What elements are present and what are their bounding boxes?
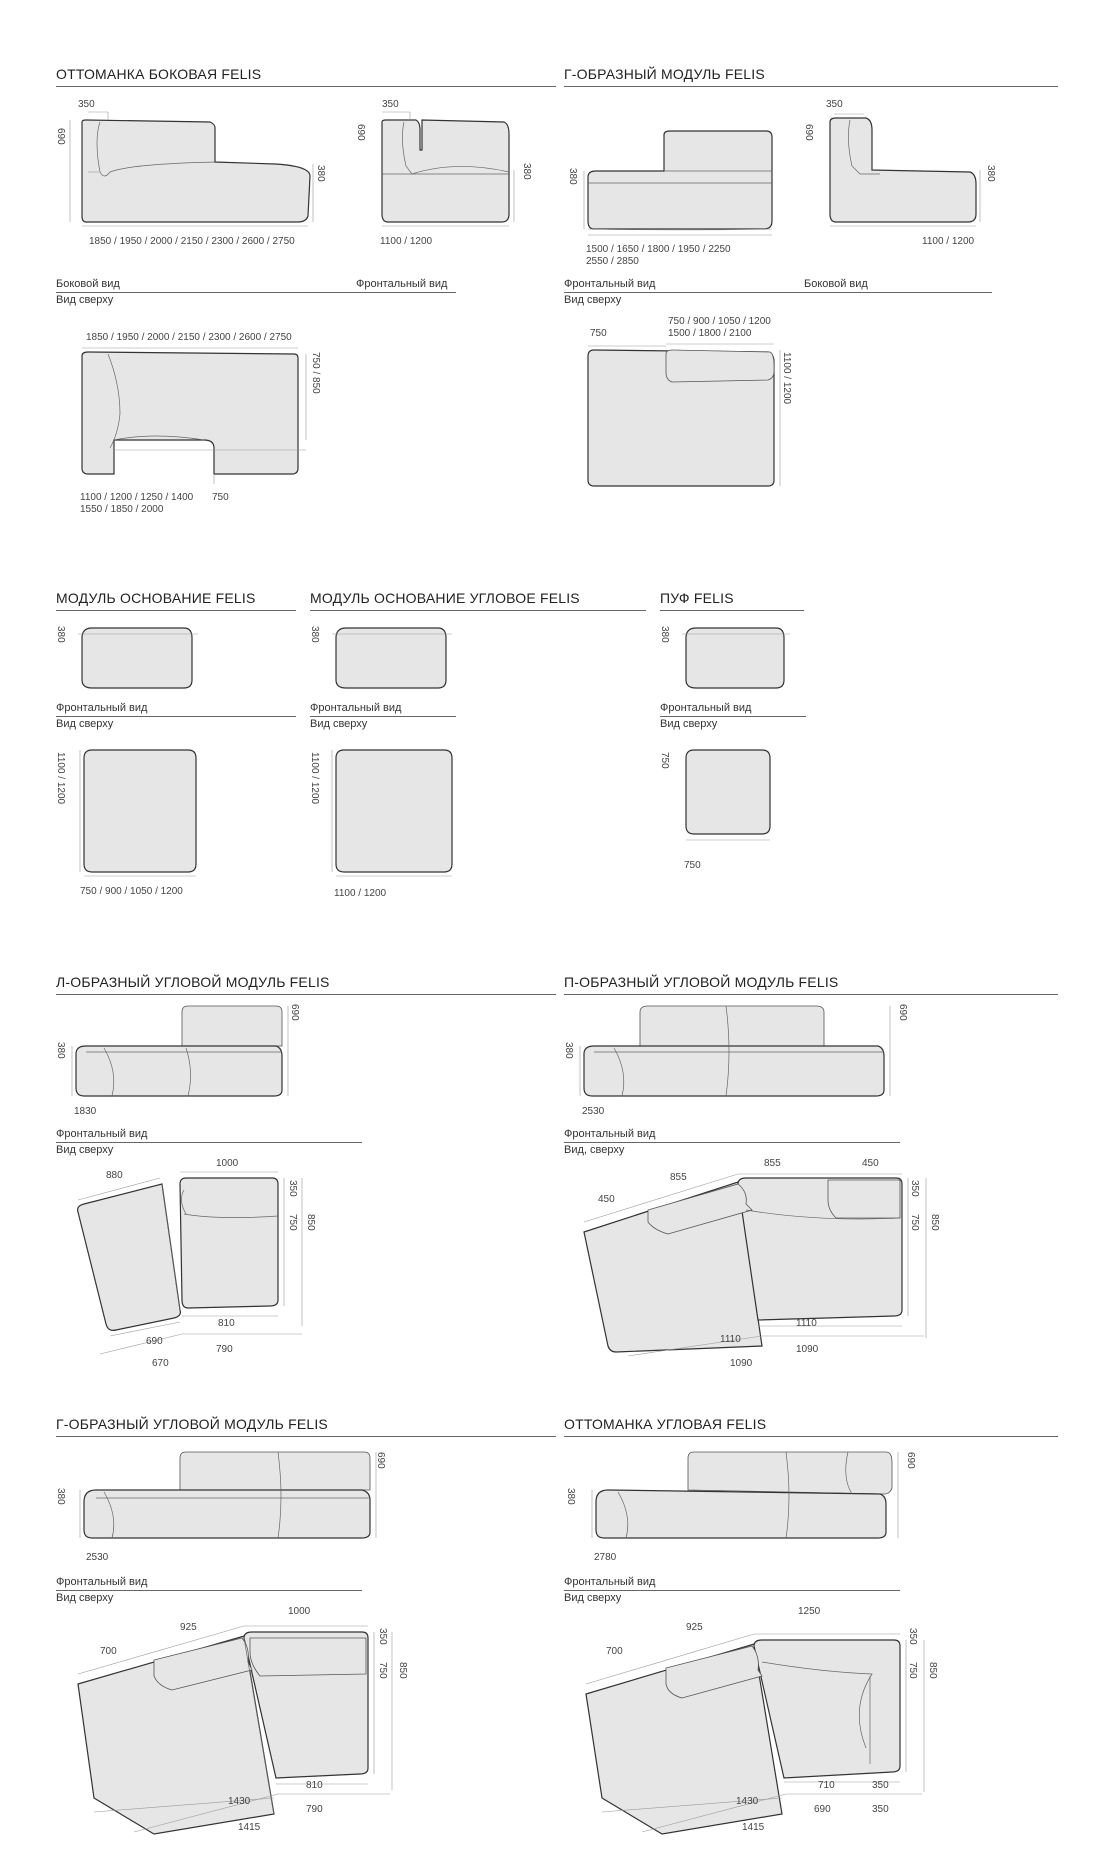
label-p-top-view: Вид, сверху [564, 1144, 625, 1156]
dim-oc-1430: 1430 [736, 1796, 759, 1807]
section-divider [564, 994, 1058, 995]
dim-l-810: 810 [218, 1318, 235, 1329]
dim-p-855b: 855 [764, 1158, 781, 1169]
p-corner-front-view-drawing [578, 1002, 888, 1102]
label-pouf-front-view: Фронтальный вид [660, 702, 752, 714]
dim-oc-690: 690 [814, 1804, 831, 1815]
dim-gc-seat: 380 [55, 1488, 66, 1505]
p-corner-top-view-drawing [578, 1170, 928, 1360]
dim-g-side-width: 350 [826, 99, 843, 110]
view-divider [564, 1142, 900, 1143]
dim-base-height: 380 [55, 626, 66, 643]
view-divider [564, 1590, 900, 1591]
dim-l-690: 690 [146, 1336, 163, 1347]
base-module-front-view-drawing [78, 624, 198, 694]
dim-gc-750: 750 [377, 1662, 388, 1679]
section-title-base-corner: МОДУЛЬ ОСНОВАНИЕ УГЛОВОЕ FELIS [310, 590, 580, 606]
dim-p-750: 750 [909, 1214, 920, 1231]
dim-g-top-left: 750 [590, 328, 607, 339]
base-corner-front-view-drawing [332, 624, 452, 694]
view-divider [310, 716, 456, 717]
dim-p-450b: 450 [862, 1158, 879, 1169]
dim-oc-length: 2780 [594, 1552, 617, 1563]
view-divider [56, 292, 456, 293]
dim-front-width: 350 [382, 99, 399, 110]
section-title-base-module: МОДУЛЬ ОСНОВАНИЕ FELIS [56, 590, 256, 606]
label-side-view: Боковой вид [56, 278, 120, 290]
section-divider [56, 994, 556, 995]
dim-front-depth: 1100 / 1200 [380, 236, 433, 247]
dim-l-1000: 1000 [216, 1158, 239, 1169]
dim-l-750: 750 [287, 1214, 298, 1231]
ottoman-side-side-view-drawing [70, 110, 320, 230]
section-title-pouf: ПУФ FELIS [660, 590, 734, 606]
view-divider [56, 716, 296, 717]
dim-oc-1250: 1250 [798, 1606, 821, 1617]
dim-g-front-seat: 380 [567, 168, 578, 185]
view-divider [56, 1142, 362, 1143]
dim-top-bottom-1: 1100 / 1200 / 1250 / 1400 [80, 492, 194, 503]
dim-l-height: 690 [289, 1004, 300, 1021]
section-divider [310, 610, 646, 611]
section-title-ottoman-corner: ОТТОМАНКА УГЛОВАЯ FELIS [564, 1416, 767, 1432]
dim-l-850: 850 [305, 1214, 316, 1231]
section-divider [660, 610, 804, 611]
dim-side-seat: 380 [315, 165, 326, 182]
dim-base-depth: 1100 / 1200 [55, 752, 66, 805]
dim-p-length: 2530 [582, 1106, 605, 1117]
dim-gc-700: 700 [100, 1646, 117, 1657]
dim-top-bottom-2: 1550 / 1850 / 2000 [80, 504, 164, 515]
dim-p-1110b: 1110 [720, 1334, 741, 1345]
dim-l-880: 880 [106, 1170, 123, 1181]
section-divider [56, 1436, 556, 1437]
dim-gc-925: 925 [180, 1622, 197, 1633]
g-module-side-view-drawing [820, 110, 990, 230]
dim-oc-350c: 350 [872, 1804, 889, 1815]
label-gc-top-view: Вид сверху [56, 1592, 114, 1604]
label-base-corner-front-view: Фронтальный вид [310, 702, 402, 714]
dim-front-seat: 380 [521, 163, 532, 180]
ottoman-side-front-view-drawing [376, 110, 516, 230]
dim-front-height: 690 [355, 124, 366, 141]
dim-g-side-seat: 380 [985, 165, 996, 182]
dim-gc-length: 2530 [86, 1552, 109, 1563]
view-divider [56, 1590, 362, 1591]
label-l-front-view: Фронтальный вид [56, 1128, 148, 1140]
section-divider [56, 610, 296, 611]
dim-oc-850: 850 [927, 1662, 938, 1679]
dim-p-350: 350 [909, 1180, 920, 1197]
dim-oc-seat: 380 [565, 1488, 576, 1505]
dim-g-top-mid-1: 750 / 900 / 1050 / 1200 [668, 316, 771, 327]
pouf-front-view-drawing [682, 624, 792, 694]
dim-base-corner-height: 380 [309, 626, 320, 643]
dim-g-front-lengths-1: 1500 / 1650 / 1800 / 1950 / 2250 [586, 244, 731, 255]
label-g-front-view: Фронтальный вид [564, 278, 656, 290]
base-corner-top-view-drawing [330, 746, 460, 880]
dim-gc-810: 810 [306, 1780, 323, 1791]
dim-p-1090a: 1090 [796, 1344, 819, 1355]
section-divider [564, 1436, 1058, 1437]
l-corner-front-view-drawing [70, 1002, 290, 1102]
dim-p-850: 850 [929, 1214, 940, 1231]
dim-l-length: 1830 [74, 1106, 97, 1117]
g-module-front-view-drawing [580, 125, 780, 235]
section-divider [56, 86, 556, 87]
base-module-top-view-drawing [78, 746, 202, 880]
section-title-p-corner: П-ОБРАЗНЫЙ УГЛОВОЙ МОДУЛЬ FELIS [564, 974, 839, 990]
dim-top-lengths: 1850 / 1950 / 2000 / 2150 / 2300 / 2600 / 2750 [86, 332, 292, 343]
section-title-g-module: Г-ОБРАЗНЫЙ МОДУЛЬ FELIS [564, 66, 765, 82]
dim-oc-1415: 1415 [742, 1822, 765, 1833]
section-divider [564, 86, 1058, 87]
section-title-l-corner: Л-ОБРАЗНЫЙ УГЛОВОЙ МОДУЛЬ FELIS [56, 974, 330, 990]
dim-g-top-depth: 1100 / 1200 [781, 352, 792, 405]
label-p-front-view: Фронтальный вид [564, 1128, 656, 1140]
label-gc-front-view: Фронтальный вид [56, 1576, 148, 1588]
section-title-ottoman-side: ОТТОМАНКА БОКОВАЯ FELIS [56, 66, 262, 82]
label-pouf-top-view: Вид сверху [660, 718, 718, 730]
dim-gc-850: 850 [397, 1662, 408, 1679]
dim-pouf-height: 380 [659, 626, 670, 643]
dim-l-seat: 380 [55, 1042, 66, 1059]
view-divider [564, 292, 992, 293]
dim-l-670: 670 [152, 1358, 169, 1369]
dim-side-lengths: 1850 / 1950 / 2000 / 2150 / 2300 / 2600 / 2750 [89, 236, 295, 247]
dim-p-450a: 450 [598, 1194, 615, 1205]
dim-gc-1000: 1000 [288, 1606, 311, 1617]
section-title-g-corner: Г-ОБРАЗНЫЙ УГЛОВОЙ МОДУЛЬ FELIS [56, 1416, 328, 1432]
dim-pouf-width: 750 [684, 860, 701, 871]
dim-oc-710: 710 [818, 1780, 835, 1791]
g-corner-front-view-drawing [78, 1448, 378, 1548]
label-base-front-view: Фронтальный вид [56, 702, 148, 714]
dim-side-height: 690 [55, 128, 66, 145]
label-oc-front-view: Фронтальный вид [564, 1576, 656, 1588]
label-base-top-view: Вид сверху [56, 718, 114, 730]
dim-base-width: 750 / 900 / 1050 / 1200 [80, 886, 183, 897]
dim-g-side-height: 690 [803, 124, 814, 141]
dim-p-1090b: 1090 [730, 1358, 753, 1369]
label-top-view: Вид сверху [56, 294, 114, 306]
dim-oc-350a: 350 [907, 1628, 918, 1645]
dim-p-height: 690 [897, 1004, 908, 1021]
g-module-top-view-drawing [584, 342, 784, 492]
dim-gc-1415: 1415 [238, 1822, 261, 1833]
dim-p-1110a: 1110 [796, 1318, 817, 1329]
dim-gc-350: 350 [377, 1628, 388, 1645]
dim-oc-700: 700 [606, 1646, 623, 1657]
dim-base-corner-depth: 1100 / 1200 [309, 752, 320, 805]
dim-oc-350b: 350 [872, 1780, 889, 1791]
dim-p-seat: 380 [563, 1042, 574, 1059]
label-g-top-view: Вид сверху [564, 294, 622, 306]
label-g-side-view: Боковой вид [804, 278, 868, 290]
dim-g-side-depth: 1100 / 1200 [922, 236, 975, 247]
dim-gc-1430: 1430 [228, 1796, 251, 1807]
dim-oc-925: 925 [686, 1622, 703, 1633]
view-divider [660, 716, 806, 717]
label-oc-top-view: Вид сверху [564, 1592, 622, 1604]
label-base-corner-top-view: Вид сверху [310, 718, 368, 730]
label-l-top-view: Вид сверху [56, 1144, 114, 1156]
ottoman-side-top-view-drawing [74, 344, 324, 484]
dim-l-790: 790 [216, 1344, 233, 1355]
dim-base-corner-width: 1100 / 1200 [334, 888, 387, 899]
l-corner-top-view-drawing [70, 1170, 320, 1360]
dim-oc-height: 690 [905, 1452, 916, 1469]
dim-side-width: 350 [78, 99, 95, 110]
dim-g-front-lengths-2: 2550 / 2850 [586, 256, 639, 267]
dim-gc-height: 690 [375, 1452, 386, 1469]
dim-pouf-depth: 750 [659, 752, 670, 769]
dim-top-bottom-right: 750 [212, 492, 229, 503]
ottoman-corner-front-view-drawing [590, 1448, 900, 1548]
dim-oc-750: 750 [907, 1662, 918, 1679]
dim-g-top-mid-2: 1500 / 1800 / 2100 [668, 328, 752, 339]
dim-p-855a: 855 [670, 1172, 687, 1183]
label-front-view: Фронтальный вид [356, 278, 448, 290]
dim-l-350: 350 [287, 1180, 298, 1197]
pouf-top-view-drawing [680, 746, 780, 846]
dim-gc-790: 790 [306, 1804, 323, 1815]
dim-top-depth: 750 / 850 [310, 352, 321, 394]
